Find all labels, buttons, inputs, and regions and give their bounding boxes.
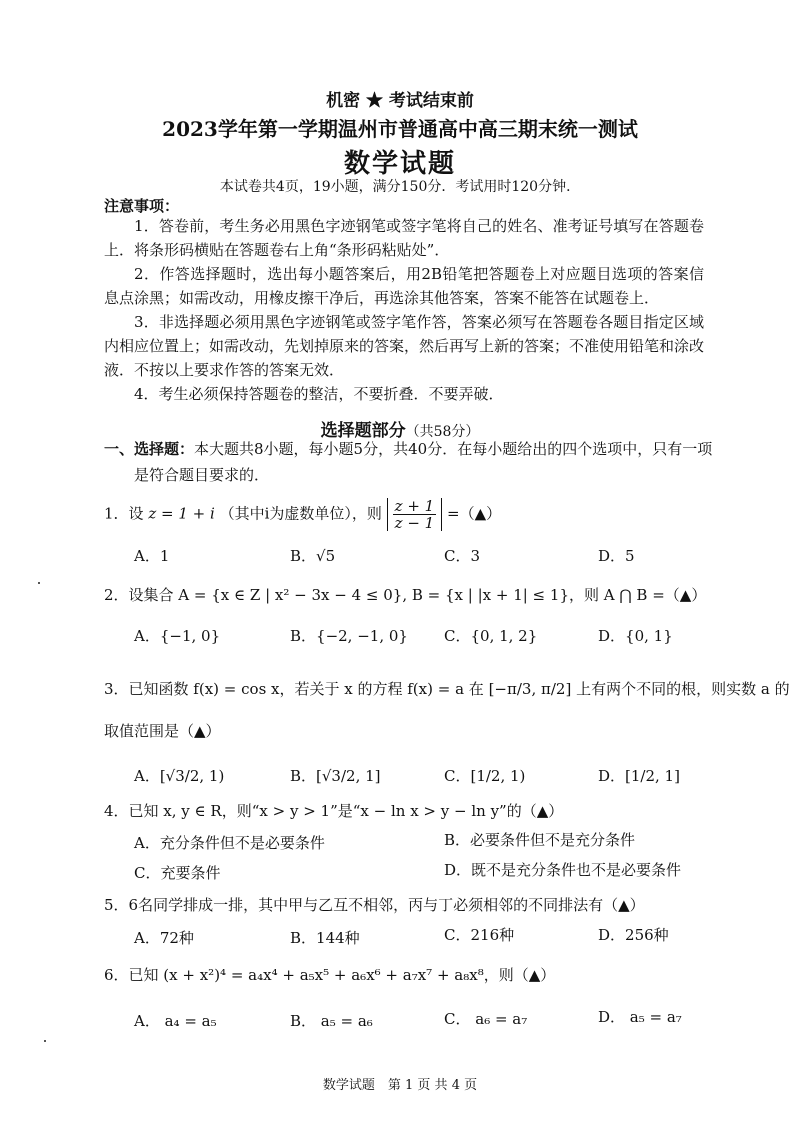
q6-option-b: B． a₅ = a₆ bbox=[290, 1012, 373, 1030]
q3-option-b: B．[√3/2, 1] bbox=[290, 767, 381, 785]
q4-option-d: D．既不是充分条件也不是必要条件 bbox=[444, 861, 682, 879]
notice-item: 1．答卷前，考生务必用黑色字迹钢笔或签字笔将自己的姓名、准考证号填写在答题卷上．将条形码横贴在答题卷右上角“条形码粘贴处”． bbox=[104, 217, 704, 259]
q1-option-b: B．√5 bbox=[290, 547, 336, 565]
q1-note: （其中i为虚数单位），则 bbox=[219, 504, 382, 523]
q1-frac-den: z − 1 bbox=[394, 514, 435, 532]
q4-option-c: C．充要条件 bbox=[134, 864, 221, 882]
q4-option-a: A．充分条件但不是必要条件 bbox=[134, 834, 325, 852]
part-desc: 本大题共8小题，每小题5分，共40分．在每小题给出的四个选项中，只有一项 bbox=[194, 440, 713, 458]
notice-item: 2．作答选择题时，选出每小题答案后，用2B铅笔把答题卷上对应题目选项的答案信息点涂黑；如需改动，用橡皮擦干净后，再选涂其他答案，答案不能答在试题卷上． bbox=[104, 265, 704, 307]
part-instructions bbox=[104, 438, 712, 459]
q3-option-c: C．[1/2, 1) bbox=[444, 767, 526, 785]
q3-interval: [−π/3, π/2] bbox=[488, 680, 572, 698]
q1-frac-num: z + 1 bbox=[394, 497, 435, 515]
notice-item: 3．非选择题必须用黑色字迹钢笔或签字笔作答，答案必须写在答题卷各题目指定区域内相应位置上；如需改动，先划掉原来的答案，然后再写上新的答案；不准使用铅笔和涂改液．不按以上要求作答的答案无效． bbox=[104, 313, 705, 379]
notice-list bbox=[104, 214, 704, 406]
notice-item: 4．考生必须保持答题卷的整洁，不要折叠．不要弄破． bbox=[134, 385, 504, 403]
exam-info: 本试卷共4页，19小题，满分150分．考试用时120分钟． bbox=[219, 179, 581, 195]
q1-expr: z = 1 + i bbox=[148, 504, 215, 523]
q6-option-c: C． a₆ = a₇ bbox=[444, 1010, 528, 1028]
q3-option-a: A．[√3/2, 1) bbox=[134, 767, 225, 785]
question-3 bbox=[104, 678, 790, 699]
notice-heading: 注意事项： bbox=[104, 197, 180, 215]
q2-option-d: D．{0, 1} bbox=[598, 627, 673, 645]
q1-option-c: C．3 bbox=[444, 547, 481, 565]
section-score: （共58分） bbox=[405, 424, 480, 440]
q2-option-c: C．{0, 1, 2} bbox=[444, 627, 538, 645]
q4-option-b: B．必要条件但不是充分条件 bbox=[444, 831, 636, 849]
q1-option-d: D．5 bbox=[598, 547, 635, 565]
q5-option-a: A．72种 bbox=[134, 929, 194, 947]
subject-title: 数学试题 bbox=[343, 149, 456, 179]
part-desc-2: 是符合题目要求的． bbox=[134, 466, 270, 484]
q1-fraction bbox=[393, 498, 437, 531]
question-2: 2．设集合 A = {x ∈ Z | x² − 3x − 4 ≤ 0}, B = {x | |x + 1| ≤ 1}，则 A ⋂ B =（▲） bbox=[104, 586, 707, 604]
part-label: 一、选择题： bbox=[104, 440, 195, 458]
exam-title: 2023学年第一学期温州市普通高中高三期末统一测试 bbox=[162, 117, 638, 141]
q1-abs-fraction bbox=[387, 498, 443, 531]
question-4: 4．已知 x, y ∈ R，则“x > y > 1”是“x − ln x > y − ln y”的（▲） bbox=[104, 802, 564, 820]
q5-option-c: C．216种 bbox=[444, 926, 515, 944]
scan-speck bbox=[38, 582, 40, 584]
q3-option-d: D．[1/2, 1] bbox=[598, 767, 680, 785]
q6-option-d: D． a₅ = a₇ bbox=[598, 1008, 682, 1026]
question-1 bbox=[104, 498, 501, 531]
q2-option-a: A．{−1, 0} bbox=[134, 627, 221, 645]
q5-option-b: B．144种 bbox=[290, 929, 360, 947]
question-6: 6．已知 (x + x²)⁴ = a₄x⁴ + a₅x⁵ + a₆x⁶ + a₇x⁷ + a₈x⁸，则（▲） bbox=[104, 966, 556, 984]
q3-line-2: 取值范围是（▲） bbox=[104, 722, 221, 740]
q3-line1-a: 3．已知函数 f(x) = cos x，若关于 x 的方程 f(x) = a 在 bbox=[104, 680, 484, 698]
confidential-label: 机密 ★ 考试结束前 bbox=[326, 91, 474, 111]
q1-tail: =（▲） bbox=[447, 504, 502, 523]
scan-speck bbox=[44, 1040, 46, 1042]
q6-option-a: A． a₄ = a₅ bbox=[134, 1012, 217, 1030]
q3-line1-b: 上有两个不同的根，则实数 a 的 bbox=[576, 680, 790, 698]
q5-option-d: D．256种 bbox=[598, 926, 669, 944]
q1-prefix: 1．设 bbox=[104, 504, 144, 523]
q2-option-b: B．{−2, −1, 0} bbox=[290, 627, 408, 645]
question-5: 5．6名同学排成一排，其中甲与乙互不相邻，丙与丁必须相邻的不同排法有（▲） bbox=[104, 896, 645, 914]
q1-option-a: A．1 bbox=[134, 547, 170, 565]
section-title-text: 选择题部分 bbox=[320, 421, 406, 441]
page-footer: 数学试题 第 1 页 共 4 页 bbox=[322, 1078, 478, 1093]
